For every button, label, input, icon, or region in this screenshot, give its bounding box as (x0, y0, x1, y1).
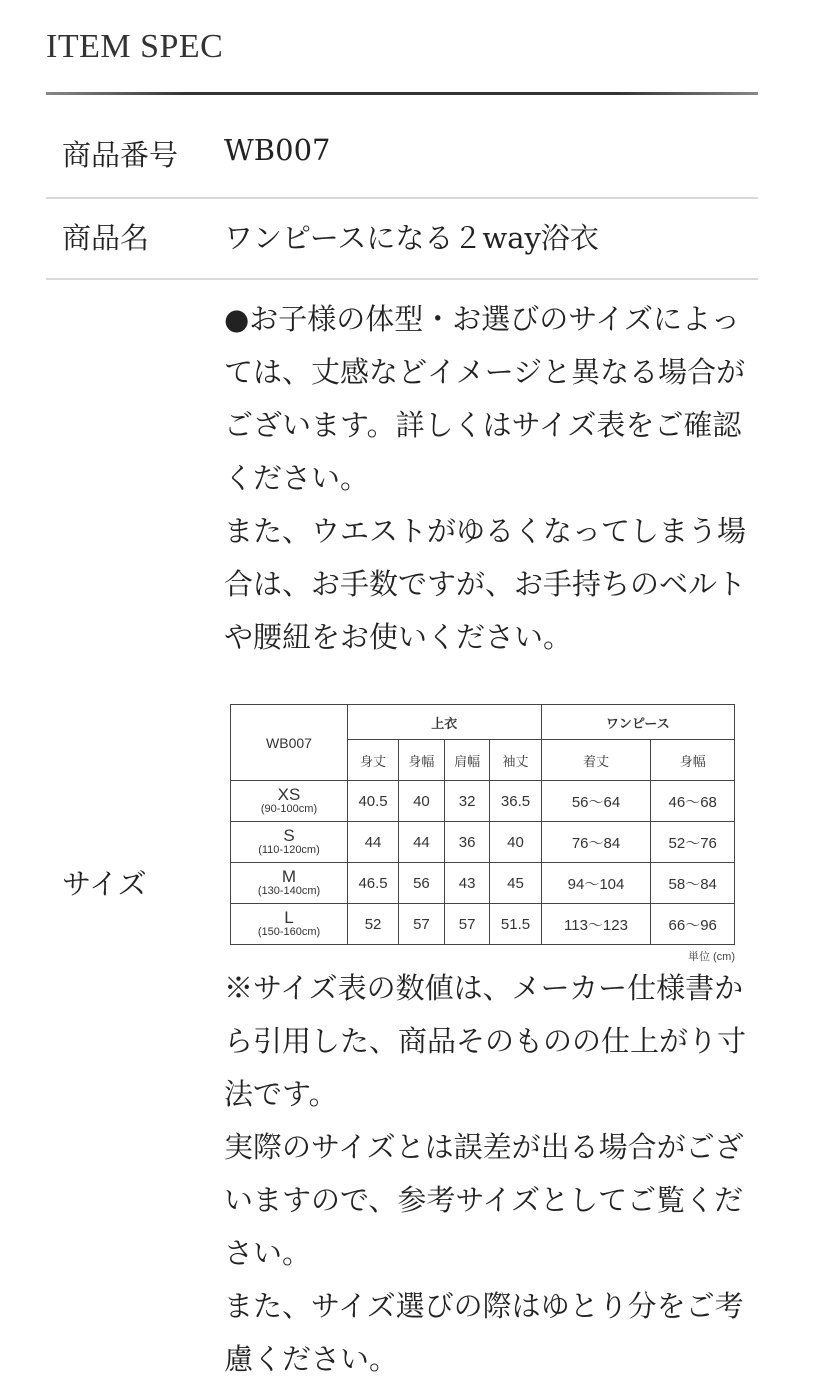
table-cell: 113〜123 (541, 904, 651, 945)
table-row (231, 781, 735, 822)
table-cell: 44 (399, 822, 445, 863)
table-cell: 56〜64 (541, 781, 651, 822)
table-cell: 43 (444, 863, 490, 904)
size-table (230, 704, 735, 945)
size-cell (231, 822, 348, 863)
table-cell: 44 (348, 822, 399, 863)
table-cell: 52〜76 (651, 822, 735, 863)
section-heading: ITEM SPEC (46, 28, 224, 65)
size-range: (90-100cm) (260, 803, 318, 816)
size-cell (231, 781, 348, 822)
column-header: 肩幅 (444, 740, 490, 781)
group-header-onepiece: ワンピース (541, 705, 734, 740)
table-row (231, 822, 735, 863)
size-code: S (283, 826, 295, 846)
table-cell: 57 (399, 904, 445, 945)
table-cell: 56 (399, 863, 445, 904)
table-cell: 94〜104 (541, 863, 651, 904)
spec-label-item-number: 商品番号 (62, 138, 179, 172)
column-header: 身幅 (399, 740, 445, 781)
table-cell: 32 (444, 781, 490, 822)
column-header: 袖丈 (490, 740, 541, 781)
spec-value-item-number: WB007 (224, 133, 331, 167)
table-cell: 58〜84 (651, 863, 735, 904)
table-cell: 76〜84 (541, 822, 651, 863)
table-row (231, 863, 735, 904)
size-cell (231, 904, 348, 945)
table-cell: 40.5 (348, 781, 399, 822)
table-cell: 66〜96 (651, 904, 735, 945)
size-code: L (284, 908, 294, 928)
size-code: M (281, 867, 297, 887)
column-header: 身幅 (651, 740, 735, 781)
size-range: (150-160cm) (257, 926, 321, 939)
size-note-before: ●お子様の体型・お選びのサイズによっては、丈感などイメージと異なる場合がございます。詳しくはサイズ表をご確認ください。 また、ウエストがゆるくなってしまう場合は、お手数ですが、お手持ちのベルトや腰紐をお使いください。 (224, 302, 747, 654)
size-note-after: ※サイズ表の数値は、メーカー仕様書から引用した、商品そのものの仕上がり寸法です。 実際のサイズとは誤差が出る場合がございますので、参考サイズとしてご覧ください。 また、サイズ選びの際はゆとり分をご考慮ください。 (224, 971, 747, 1376)
column-header: 着丈 (541, 740, 651, 781)
row-divider (46, 278, 758, 280)
group-header-top: 上衣 (348, 705, 542, 740)
column-header: 身丈 (348, 740, 399, 781)
unit-note: 単位 (cm) (687, 951, 735, 963)
table-cell: 46.5 (348, 863, 399, 904)
spec-value-item-name: ワンピースになる２way浴衣 (224, 221, 599, 255)
size-code: XS (277, 785, 301, 805)
spec-label-size: サイズ (62, 867, 147, 901)
table-cell: 40 (490, 822, 541, 863)
table-cell: 52 (348, 904, 399, 945)
table-cell: 51.5 (490, 904, 541, 945)
table-cell: 46〜68 (651, 781, 735, 822)
size-cell (231, 863, 348, 904)
row-divider (46, 197, 758, 199)
table-cell: 57 (444, 904, 490, 945)
table-cell: 45 (490, 863, 541, 904)
table-corner: WB007 (231, 705, 348, 781)
size-range: (130-140cm) (257, 885, 321, 898)
table-cell: 36.5 (490, 781, 541, 822)
table-cell: 36 (444, 822, 490, 863)
table-row (231, 904, 735, 945)
heading-divider (46, 92, 758, 95)
size-range: (110-120cm) (258, 844, 320, 857)
table-cell: 40 (399, 781, 445, 822)
spec-label-item-name: 商品名 (62, 221, 150, 255)
